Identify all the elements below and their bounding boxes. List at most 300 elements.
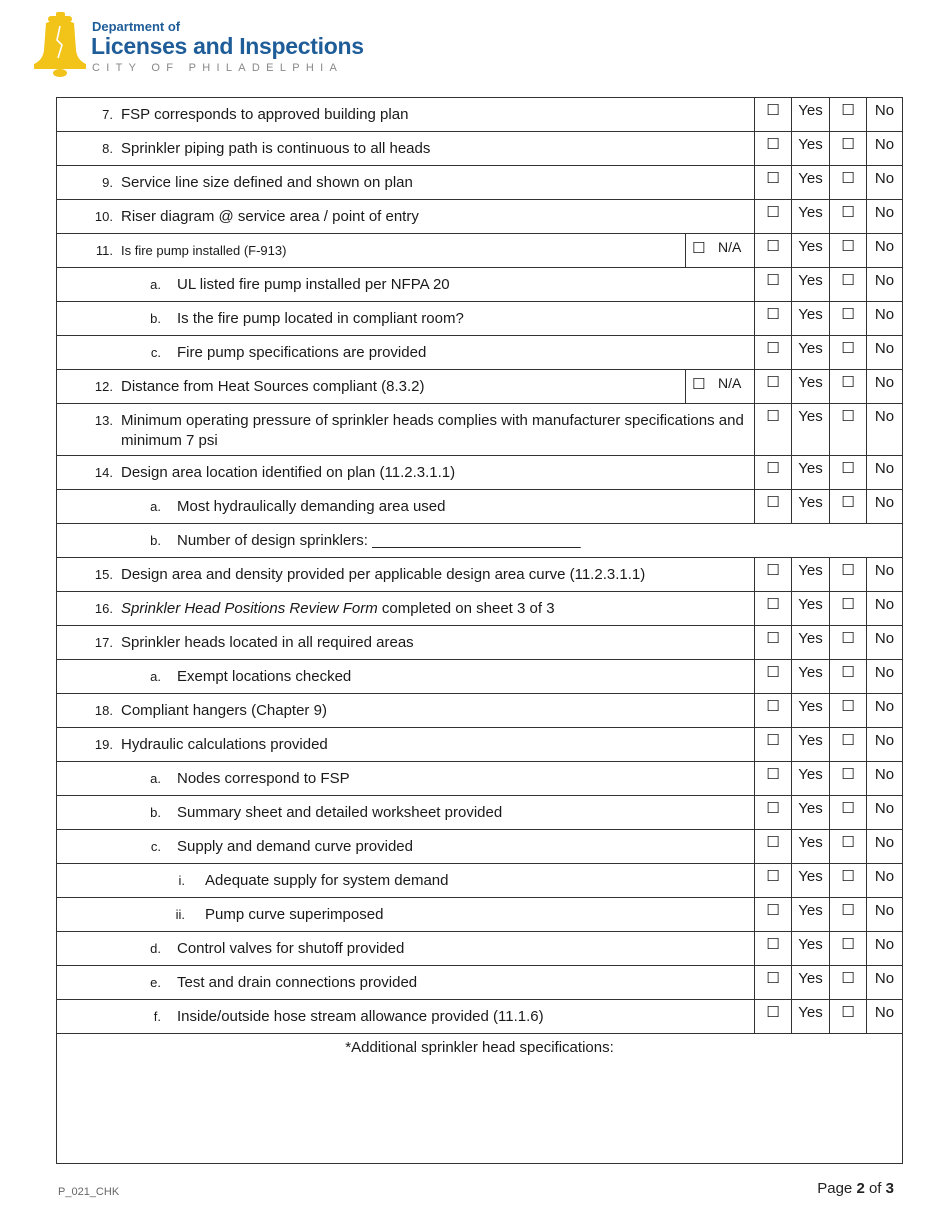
- yes-checkbox[interactable]: ☐: [766, 102, 780, 119]
- yes-checkbox[interactable]: ☐: [766, 238, 780, 255]
- item-text: [57, 966, 754, 993]
- yes-checkbox[interactable]: ☐: [766, 1004, 780, 1021]
- no-label: No: [874, 136, 895, 153]
- item-label-text: Is the fire pump located in compliant room?: [177, 310, 464, 327]
- item-number: ii.: [175, 907, 185, 922]
- no-label-cell: [867, 98, 903, 132]
- yes-checkbox-cell: [755, 558, 792, 592]
- item-text: [57, 558, 754, 585]
- item-number: c.: [150, 345, 161, 360]
- no-checkbox-cell: [830, 200, 867, 234]
- no-label: No: [874, 204, 895, 221]
- yes-label: Yes: [798, 238, 823, 255]
- yes-checkbox-cell: [755, 404, 792, 456]
- item-label-text: Compliant hangers (Chapter 9): [121, 702, 327, 719]
- yes-label: Yes: [798, 136, 823, 153]
- item-cell: [57, 268, 755, 302]
- na-label: N/A: [718, 239, 742, 255]
- no-label-cell: [867, 626, 903, 660]
- no-label-cell: [867, 456, 903, 490]
- yes-checkbox[interactable]: ☐: [766, 970, 780, 987]
- item-label-text: Most hydraulically demanding area used: [177, 498, 446, 515]
- item-label-text: Adequate supply for system demand: [205, 872, 449, 889]
- no-checkbox[interactable]: ☐: [841, 732, 855, 749]
- yes-checkbox[interactable]: ☐: [766, 136, 780, 153]
- item-label-text: Is fire pump installed (F-913): [121, 243, 287, 258]
- no-checkbox[interactable]: ☐: [841, 1004, 855, 1021]
- no-checkbox-cell: [830, 490, 867, 524]
- no-label: No: [874, 732, 895, 749]
- item-label: [121, 599, 754, 619]
- yes-checkbox[interactable]: ☐: [766, 868, 780, 885]
- no-checkbox[interactable]: ☐: [841, 868, 855, 885]
- yes-label-cell: [792, 694, 830, 728]
- item-cell: [57, 762, 755, 796]
- item-cell: [57, 234, 686, 268]
- item-cell: [57, 830, 755, 864]
- item-label: [177, 343, 754, 363]
- checklist-row: [57, 592, 903, 626]
- yes-checkbox[interactable]: ☐: [766, 562, 780, 579]
- item-label-text: Inside/outside hose stream allowance provided (11.1.6): [177, 1008, 544, 1025]
- item-number: b.: [150, 533, 161, 548]
- yes-label-cell: [792, 830, 830, 864]
- no-checkbox[interactable]: ☐: [841, 460, 855, 477]
- no-label: No: [874, 562, 895, 579]
- no-label-cell: [867, 268, 903, 302]
- yes-checkbox-cell: [755, 1000, 792, 1034]
- yes-checkbox[interactable]: ☐: [766, 834, 780, 851]
- no-checkbox-cell: [830, 456, 867, 490]
- no-label: No: [874, 340, 895, 357]
- yes-checkbox[interactable]: ☐: [766, 272, 780, 289]
- na-cell: [686, 370, 755, 404]
- item-label-text: Riser diagram @ service area / point of entry: [121, 208, 419, 225]
- item-text: [57, 268, 754, 295]
- no-checkbox[interactable]: ☐: [841, 340, 855, 357]
- item-text: [57, 626, 754, 653]
- item-label: [177, 1007, 754, 1027]
- yes-label: Yes: [798, 562, 823, 579]
- item-label: [177, 769, 754, 789]
- na-cell: [686, 234, 755, 268]
- no-label-cell: [867, 302, 903, 336]
- checklist-row: [57, 558, 903, 592]
- no-label-cell: [867, 932, 903, 966]
- additional-specs-field[interactable]: [57, 1034, 903, 1164]
- yes-label: Yes: [798, 596, 823, 613]
- item-cell: [57, 898, 755, 932]
- no-checkbox[interactable]: ☐: [841, 272, 855, 289]
- no-label-cell: [867, 694, 903, 728]
- checklist-row: [57, 456, 903, 490]
- no-checkbox[interactable]: ☐: [841, 800, 855, 817]
- item-text: [57, 234, 685, 261]
- no-label: No: [874, 408, 895, 425]
- no-checkbox[interactable]: ☐: [841, 970, 855, 987]
- na-checkbox[interactable]: ☐: [692, 376, 706, 393]
- no-label-cell: [867, 1000, 903, 1034]
- no-checkbox[interactable]: ☐: [841, 102, 855, 119]
- item-number: e.: [150, 975, 161, 990]
- no-label-cell: [867, 166, 903, 200]
- item-label: [121, 139, 754, 159]
- item-label: [121, 735, 754, 755]
- item-text: [57, 132, 754, 159]
- no-label: No: [874, 596, 895, 613]
- item-number: 11.: [95, 243, 113, 258]
- no-checkbox-cell: [830, 268, 867, 302]
- item-label: [177, 973, 754, 993]
- yes-checkbox-cell: [755, 132, 792, 166]
- item-cell: [57, 456, 755, 490]
- item-text: [57, 200, 754, 227]
- no-label: No: [874, 630, 895, 647]
- item-cell: [57, 200, 755, 234]
- no-checkbox[interactable]: ☐: [841, 664, 855, 681]
- yes-label-cell: [792, 966, 830, 1000]
- yes-label: Yes: [798, 408, 823, 425]
- item-text: [57, 336, 754, 363]
- yes-checkbox-cell: [755, 830, 792, 864]
- no-label: No: [874, 460, 895, 477]
- no-label-cell: [867, 234, 903, 268]
- no-label: No: [874, 766, 895, 783]
- item-text: [57, 592, 754, 619]
- item-cell: [57, 728, 755, 762]
- yes-label-cell: [792, 456, 830, 490]
- logo-title: Licenses and Inspections: [91, 33, 364, 59]
- yes-checkbox-cell: [755, 932, 792, 966]
- item-text: [57, 490, 754, 517]
- item-number: 17.: [94, 635, 113, 650]
- item-cell: [57, 626, 755, 660]
- no-label-cell: [867, 660, 903, 694]
- item-label-text: Minimum operating pressure of sprinkler heads complies with manufacturer specifications and minimum 7 psi: [121, 412, 744, 449]
- yes-label-cell: [792, 234, 830, 268]
- item-label-text: Summary sheet and detailed worksheet provided: [177, 804, 503, 821]
- yes-label: Yes: [798, 664, 823, 681]
- yes-label-cell: [792, 268, 830, 302]
- no-label: No: [874, 800, 895, 817]
- no-label-cell: [867, 558, 903, 592]
- item-label: [177, 309, 754, 329]
- yes-label-cell: [792, 132, 830, 166]
- yes-label: Yes: [798, 494, 823, 511]
- item-label: [121, 701, 754, 721]
- item-label-text: Hydraulic calculations provided: [121, 736, 328, 753]
- no-checkbox[interactable]: ☐: [841, 766, 855, 783]
- department-logo: [30, 12, 370, 82]
- yes-checkbox[interactable]: ☐: [766, 664, 780, 681]
- yes-checkbox[interactable]: ☐: [766, 936, 780, 953]
- item-label: [121, 463, 754, 483]
- yes-checkbox[interactable]: ☐: [766, 340, 780, 357]
- no-checkbox[interactable]: ☐: [841, 136, 855, 153]
- item-cell: [57, 524, 903, 558]
- yes-label: Yes: [798, 698, 823, 715]
- item-number: 15.: [94, 567, 113, 582]
- item-number: 8.: [102, 141, 113, 156]
- item-label: [121, 105, 754, 125]
- item-text: [57, 404, 754, 451]
- item-label-text: Sprinkler piping path is continuous to all heads: [121, 140, 431, 157]
- item-label-text: Pump curve superimposed: [205, 906, 384, 923]
- yes-label-cell: [792, 762, 830, 796]
- no-label-cell: [867, 132, 903, 166]
- no-checkbox-cell: [830, 166, 867, 200]
- no-checkbox-cell: [830, 694, 867, 728]
- yes-checkbox-cell: [755, 864, 792, 898]
- yes-label: Yes: [798, 272, 823, 289]
- item-number: 19.: [94, 737, 113, 752]
- item-text: [57, 456, 754, 483]
- no-label: No: [874, 102, 895, 119]
- item-text: [57, 524, 902, 551]
- no-label-cell: [867, 200, 903, 234]
- item-cell: [57, 660, 755, 694]
- no-checkbox[interactable]: ☐: [841, 204, 855, 221]
- item-number: 13.: [94, 413, 113, 428]
- item-number: 7.: [102, 107, 113, 122]
- item-cell: [57, 370, 686, 404]
- yes-checkbox-cell: [755, 166, 792, 200]
- yes-checkbox[interactable]: ☐: [766, 630, 780, 647]
- item-label: [177, 667, 754, 687]
- checklist-row: [57, 234, 903, 268]
- no-label: No: [874, 170, 895, 187]
- item-label: [121, 377, 685, 397]
- item-cell: [57, 966, 755, 1000]
- item-cell: [57, 404, 755, 456]
- yes-label: Yes: [798, 460, 823, 477]
- item-number: 9.: [102, 175, 113, 190]
- yes-label: Yes: [798, 306, 823, 323]
- item-label: [121, 241, 685, 261]
- yes-label-cell: [792, 370, 830, 404]
- yes-checkbox[interactable]: ☐: [766, 306, 780, 323]
- item-label-text: Control valves for shutoff provided: [177, 940, 405, 957]
- item-label: [121, 411, 754, 451]
- checklist-row: [57, 336, 903, 370]
- yes-checkbox-cell: [755, 762, 792, 796]
- additional-specs-row: [57, 1034, 903, 1164]
- yes-checkbox-cell: [755, 336, 792, 370]
- yes-label-cell: [792, 490, 830, 524]
- checklist-row: [57, 660, 903, 694]
- no-checkbox[interactable]: ☐: [841, 596, 855, 613]
- no-checkbox[interactable]: ☐: [841, 170, 855, 187]
- yes-checkbox-cell: [755, 626, 792, 660]
- item-text: [57, 660, 754, 687]
- yes-label: Yes: [798, 204, 823, 221]
- no-checkbox[interactable]: ☐: [841, 374, 855, 391]
- no-checkbox[interactable]: ☐: [841, 902, 855, 919]
- no-label: No: [874, 834, 895, 851]
- item-text: [57, 796, 754, 823]
- item-number: b.: [150, 311, 161, 326]
- checklist-row: [57, 796, 903, 830]
- item-text: [57, 864, 754, 891]
- checklist-row: [57, 626, 903, 660]
- no-checkbox-cell: [830, 728, 867, 762]
- item-label-text: Supply and demand curve provided: [177, 838, 413, 855]
- checklist-row: [57, 490, 903, 524]
- yes-checkbox-cell: [755, 370, 792, 404]
- no-label-cell: [867, 830, 903, 864]
- item-cell: [57, 864, 755, 898]
- checklist-row: [57, 898, 903, 932]
- no-label-cell: [867, 370, 903, 404]
- yes-label: Yes: [798, 800, 823, 817]
- liberty-bell-icon: [30, 12, 90, 78]
- no-label-cell: [867, 796, 903, 830]
- item-text: [57, 898, 754, 925]
- item-label: [121, 565, 754, 585]
- checklist-table: [56, 97, 903, 1164]
- yes-checkbox[interactable]: ☐: [766, 374, 780, 391]
- no-checkbox[interactable]: ☐: [841, 936, 855, 953]
- item-number: 10.: [94, 209, 113, 224]
- item-text: [57, 694, 754, 721]
- item-label-text: Sprinkler heads located in all required areas: [121, 634, 414, 651]
- item-text: [57, 1000, 754, 1027]
- item-label: [121, 207, 754, 227]
- item-cell: [57, 98, 755, 132]
- no-checkbox[interactable]: ☐: [841, 306, 855, 323]
- no-checkbox[interactable]: ☐: [841, 698, 855, 715]
- yes-label-cell: [792, 1000, 830, 1034]
- no-checkbox-cell: [830, 898, 867, 932]
- page-word: Page: [817, 1180, 853, 1197]
- no-checkbox-cell: [830, 864, 867, 898]
- item-label: [177, 837, 754, 857]
- yes-checkbox-cell: [755, 694, 792, 728]
- yes-label-cell: [792, 166, 830, 200]
- yes-checkbox[interactable]: ☐: [766, 494, 780, 511]
- item-number: d.: [150, 941, 161, 956]
- no-label: No: [874, 272, 895, 289]
- no-label: No: [874, 936, 895, 953]
- item-label-text: Number of design sprinklers: _________________________: [177, 532, 581, 549]
- no-checkbox[interactable]: ☐: [841, 494, 855, 511]
- item-label: [177, 275, 754, 295]
- checklist-row: [57, 200, 903, 234]
- yes-checkbox[interactable]: ☐: [766, 732, 780, 749]
- checklist-row: [57, 762, 903, 796]
- item-cell: [57, 932, 755, 966]
- yes-checkbox-cell: [755, 200, 792, 234]
- page-current: 2: [856, 1180, 865, 1197]
- item-number: 16.: [94, 601, 113, 616]
- yes-checkbox[interactable]: ☐: [766, 800, 780, 817]
- no-checkbox-cell: [830, 966, 867, 1000]
- checklist-row: [57, 932, 903, 966]
- yes-checkbox-cell: [755, 98, 792, 132]
- yes-checkbox[interactable]: ☐: [766, 170, 780, 187]
- yes-label: Yes: [798, 630, 823, 647]
- yes-checkbox-cell: [755, 268, 792, 302]
- no-label: No: [874, 664, 895, 681]
- no-checkbox-cell: [830, 336, 867, 370]
- item-label-text: Test and drain connections provided: [177, 974, 418, 991]
- item-label-text: Exempt locations checked: [177, 668, 352, 685]
- item-label: [121, 633, 754, 653]
- yes-label-cell: [792, 592, 830, 626]
- no-checkbox[interactable]: ☐: [841, 562, 855, 579]
- no-label: No: [874, 970, 895, 987]
- yes-checkbox[interactable]: ☐: [766, 460, 780, 477]
- no-label-cell: [867, 404, 903, 456]
- form-code: P_021_CHK: [58, 1186, 120, 1198]
- item-label-text: Service line size defined and shown on plan: [121, 174, 413, 191]
- no-label-cell: [867, 592, 903, 626]
- item-label-text: Fire pump specifications are provided: [177, 344, 427, 361]
- na-checkbox[interactable]: ☐: [692, 240, 706, 257]
- no-checkbox-cell: [830, 660, 867, 694]
- checklist-row: [57, 694, 903, 728]
- item-cell: [57, 592, 755, 626]
- no-checkbox[interactable]: ☐: [841, 630, 855, 647]
- checklist-row: [57, 268, 903, 302]
- no-checkbox[interactable]: ☐: [841, 408, 855, 425]
- yes-checkbox[interactable]: ☐: [766, 204, 780, 221]
- no-label: No: [874, 698, 895, 715]
- item-cell: [57, 132, 755, 166]
- no-label-cell: [867, 336, 903, 370]
- item-text: [57, 370, 685, 397]
- no-label-cell: [867, 728, 903, 762]
- yes-label: Yes: [798, 902, 823, 919]
- yes-label-cell: [792, 200, 830, 234]
- yes-label-cell: [792, 558, 830, 592]
- item-number: 18.: [94, 703, 113, 718]
- no-checkbox[interactable]: ☐: [841, 238, 855, 255]
- no-checkbox-cell: [830, 830, 867, 864]
- no-checkbox-cell: [830, 234, 867, 268]
- page-total: 3: [885, 1180, 894, 1197]
- logo-department-line: Department of: [92, 19, 181, 34]
- item-label: [121, 173, 754, 193]
- additional-specs-label: *Additional sprinkler head specifications:: [345, 1039, 614, 1056]
- no-label-cell: [867, 898, 903, 932]
- yes-checkbox[interactable]: ☐: [766, 698, 780, 715]
- yes-checkbox[interactable]: ☐: [766, 596, 780, 613]
- item-label-text: FSP corresponds to approved building plan: [121, 106, 409, 123]
- yes-checkbox[interactable]: ☐: [766, 766, 780, 783]
- yes-checkbox[interactable]: ☐: [766, 408, 780, 425]
- yes-checkbox[interactable]: ☐: [766, 902, 780, 919]
- item-text: [57, 302, 754, 329]
- no-label: No: [874, 868, 895, 885]
- yes-label: Yes: [798, 868, 823, 885]
- no-checkbox-cell: [830, 762, 867, 796]
- no-checkbox-cell: [830, 592, 867, 626]
- item-text: [57, 166, 754, 193]
- yes-checkbox-cell: [755, 660, 792, 694]
- no-label-cell: [867, 966, 903, 1000]
- yes-label-cell: [792, 898, 830, 932]
- no-label: No: [874, 1004, 895, 1021]
- no-checkbox[interactable]: ☐: [841, 834, 855, 851]
- item-label-text: Nodes correspond to FSP: [177, 770, 350, 787]
- item-text: [57, 762, 754, 789]
- checklist-row: [57, 1000, 903, 1034]
- page-of: of: [868, 1180, 882, 1197]
- yes-checkbox-cell: [755, 456, 792, 490]
- item-label: [177, 531, 902, 551]
- item-text: [57, 98, 754, 125]
